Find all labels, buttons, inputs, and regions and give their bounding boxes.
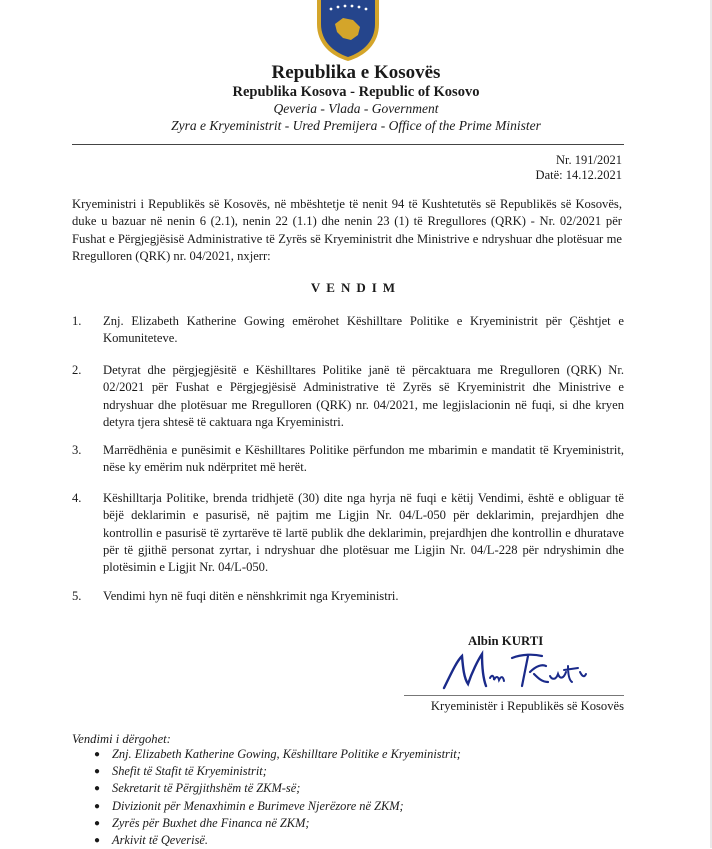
document-date: Datë: 14.12.2021 [535, 168, 622, 182]
signatory-title: Kryeministër i Republikës së Kosovës [430, 699, 624, 713]
header-divider [72, 144, 624, 145]
item-text: Këshilltarja Politike, brenda tridhjetë (30) dite nga hyrja në fuqi e këtij Vendimi, është e obliguar të bëjë deklarimin e pasurisë, në pajtim me Ligjin Nr. 04/L-050 për deklarimin, prejardhjen dhe kontrollin e pasurisë të zyrtarëve të lartë publik dhe deklarimin, prejardhjen dhe kontrollin e dhuratave për të gjithë personat zyrtar, i ndryshuar dhe plotësuar me Ligjin Nr. 04/L-228 për ndryshimin dhe plotësimin e Ligjit Nr. 04/L-050. [103, 491, 624, 575]
list-item: ● Zyrës për Buxhet dhe Financa në ZKM; [92, 815, 461, 832]
republic-title-sr-en: Republika Kosova - Republic of Kosovo [232, 84, 480, 100]
list-item: ● Divizionit për Menaxhimin e Burimeve Njerëzore në ZKM; [92, 798, 461, 815]
kosovo-coat-of-arms-icon [313, 0, 383, 62]
item-number: 5. [72, 589, 82, 603]
list-item: ● Shefit të Stafit të Kryeministrit; [92, 763, 461, 780]
bullet-icon: ● [94, 835, 101, 847]
item-number: 4. [72, 491, 82, 505]
item-text: Detyrat dhe përgjegjësitë e Këshilltares Politike janë të përcaktuara me Rregulloren (QRK) Nr. 02/2021 për Fushat e Përgjegjësisë Administrative të Zyrës së Kryeministrit dhe Ministrive e ndryshuar dhe plotësuar me Rregulloren (QRK) nr. 04/2021, me legjislacionin në fuqi, si dhe kryen detyra tjera shtesë të caktuara nga Kryeministri. [103, 363, 624, 429]
document-number: Nr. 191/2021 [556, 153, 622, 167]
bullet-icon: ● [94, 766, 101, 778]
item-number: 1. [72, 314, 82, 328]
item-text: Vendimi hyn në fuqi ditën e nënshkrimit nga Kryeministri. [103, 589, 399, 603]
bullet-icon: ● [94, 749, 101, 760]
item-text: Znj. Elizabeth Katherine Gowing emërohet Këshilltare Politike e Kryeministrit për Çështjet e Komuniteteve. [103, 314, 624, 346]
decision-title: VENDIM [310, 280, 402, 295]
distribution-title: Vendimi i dërgohet: [72, 732, 171, 746]
office-title: Zyra e Kryeministrit - Ured Premijera - Office of the Prime Minister [171, 118, 541, 133]
item-text: Marrëdhënia e punësimit e Këshilltares Politike përfundon me mbarimin e mandatit të Kryeministrit, nëse ky emërim nuk ndërpritet më herët. [103, 443, 624, 475]
item-number: 3. [72, 443, 82, 457]
bullet-icon: ● [94, 800, 101, 812]
bullet-icon: ● [94, 817, 101, 829]
signature-line [404, 695, 624, 696]
signatory-name: Albin KURTI [468, 634, 544, 648]
distribution-list [92, 746, 461, 849]
list-item: ● Sekretarit të Përgjithshëm të ZKM-së; [92, 780, 461, 797]
republic-title-sq: Republika e Kosovës [271, 62, 441, 83]
list-item: ● Znj. Elizabeth Katherine Gowing, Këshilltare Politike e Kryeministrit; [92, 746, 461, 763]
item-number: 2. [72, 363, 82, 377]
intro-paragraph: Kryeministri i Republikës së Kosovës, në mbështetje të nenit 94 të Kushtetutës së Republikës së Kosovës, duke u bazuar në nenin 6 (2.1), nenin 22 (1.1) dhe nenin 23 (1) të Rregullores (QRK) - Nr. 02/2021 për Fushat e Përgjegjësisë Administrative të Zyrës së Kryeministrit dhe Ministrive e ndryshuar dhe plotësuar me Rregulloren (QRK) nr. 04/2021, nxjerr: [72, 197, 622, 263]
handwritten-signature [438, 648, 598, 694]
bullet-icon: ● [94, 783, 101, 795]
list-item: ● Arkivit të Qeverisë. [92, 832, 461, 849]
government-title: Qeveria - Vlada - Government [273, 101, 439, 116]
